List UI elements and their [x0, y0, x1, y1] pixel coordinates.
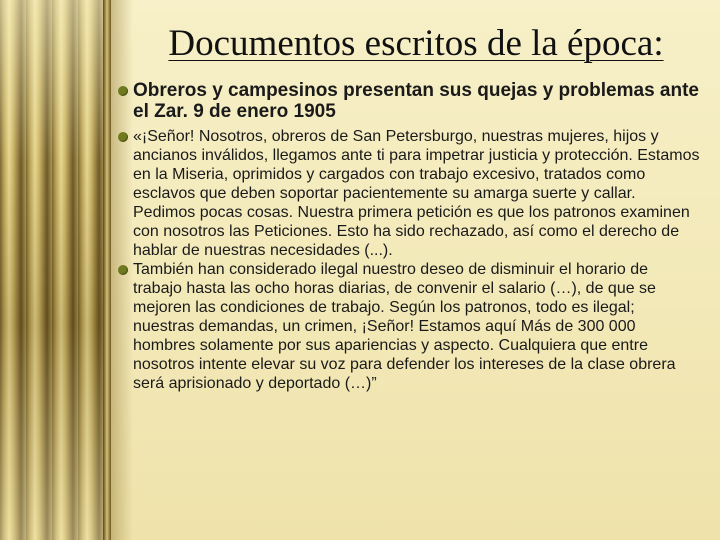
bullet-dot-icon [118, 265, 128, 275]
bullet-item [118, 127, 700, 260]
slide-title: Documentos escritos de la época: [168, 23, 664, 64]
bullet-text: También han considerado ilegal nuestro deseo de disminuir el horario de trabajo hasta las ocho horas diarias, de convenir el salario (…), de que se mejoren las condiciones de trabajo. Según los patronos, todo es ilegal; nuestras demandas, un crimen, ¡Señor! Estamos aquí Más de 300 000 hombres solamente por sus apariencias y aspecto. Cualquiera que entre nosotros intente elevar su voz para defender los intereses de la clase obrera será aprisionado y deportado (…)” [133, 261, 676, 392]
gold-frame-shine [0, 0, 110, 540]
bullet-item [118, 80, 700, 122]
bullet-list [118, 80, 700, 393]
bullet-dot-icon [118, 132, 128, 142]
gold-frame-edge [103, 0, 111, 540]
bullet-dot-icon [118, 86, 128, 96]
bullet-text: Obreros y campesinos presentan sus quejas y problemas ante el Zar. 9 de enero 1905 [133, 80, 699, 122]
bullet-item [118, 260, 700, 393]
bullet-text: «¡Señor! Nosotros, obreros de San Petersburgo, nuestras mujeres, hijos y ancianos inválidos, llegamos ante ti para impetrar justicia y protección. Estamos en la Miseria, oprimidos y cargados con trabajo excesivo, tratados como esclavos que deben soportar pacientemente su amarga suerte y callar. Pedimos pocas cosas. Nuestra primera petición es que los patronos examinen con nosotros las Peticiones. Esto ha sido rechazado, así como el derecho de hablar de nuestras necesidades (...). [133, 128, 700, 259]
